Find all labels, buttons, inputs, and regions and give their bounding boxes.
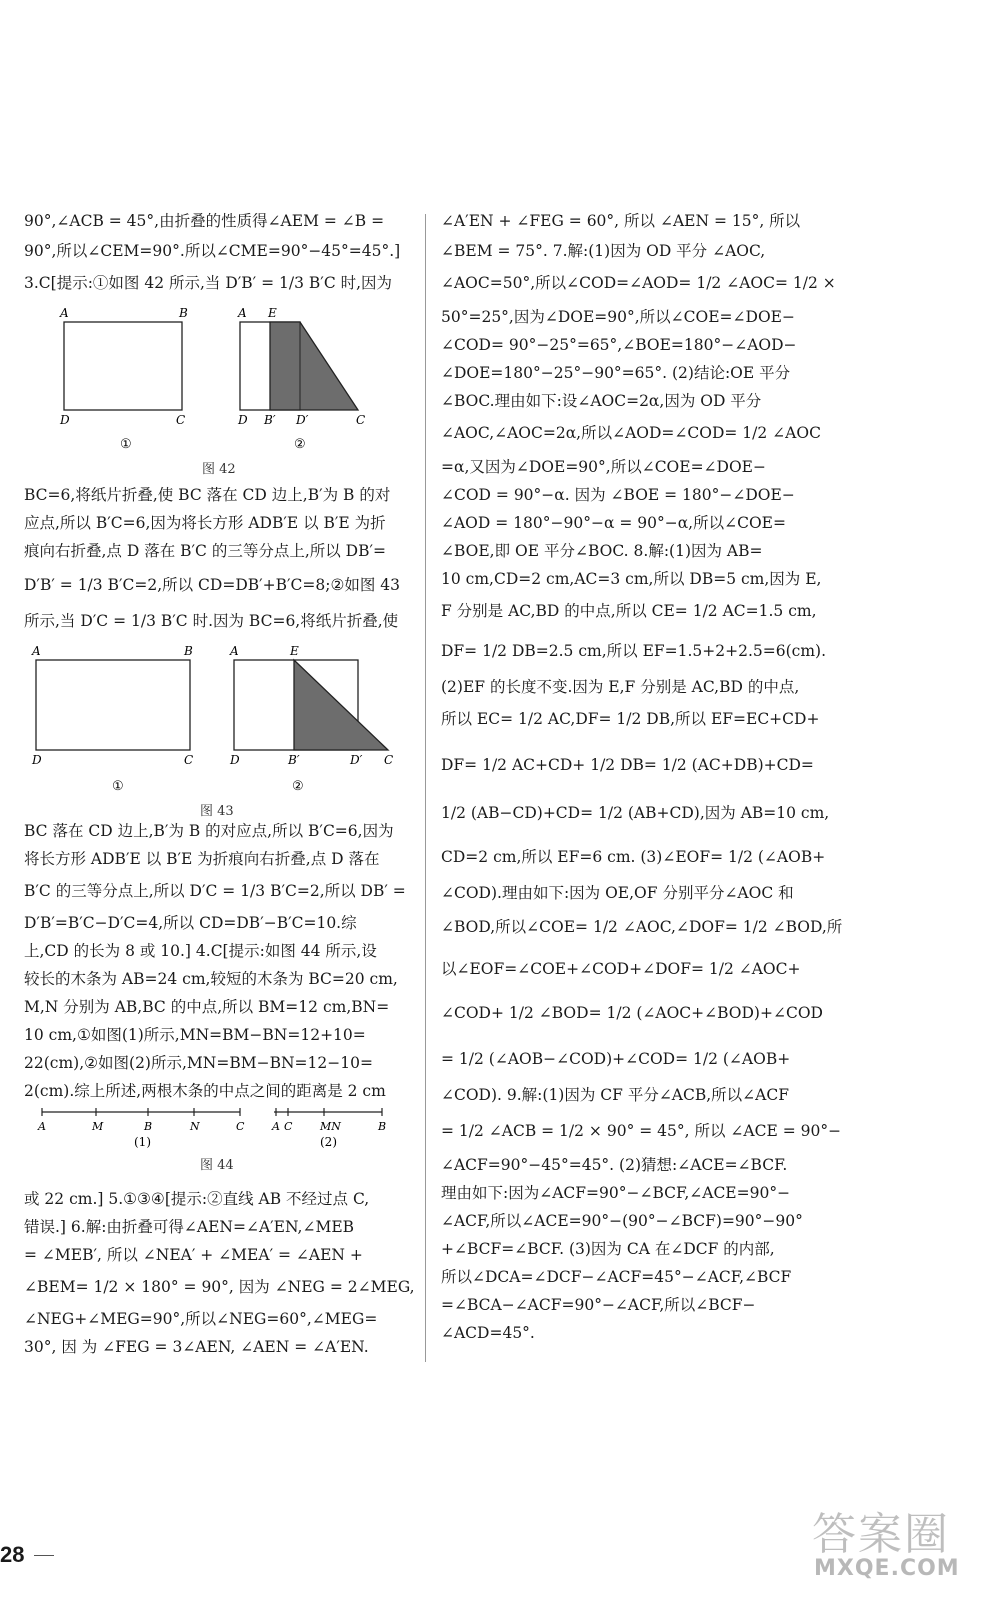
point-label: D xyxy=(238,413,248,427)
text-line: ∠ACF=90°−45°=45°. (2)猜想:∠ACE=∠BCF. xyxy=(441,1156,788,1174)
point-label: A xyxy=(272,1120,280,1133)
text-line: ∠BEM= 1/2 × 180° = 90°, 因为 ∠NEG = 2∠MEG, xyxy=(24,1278,415,1296)
column-divider xyxy=(425,214,426,1362)
figure-caption: 图 43 xyxy=(200,804,234,819)
point-label: B′ xyxy=(264,413,276,427)
shaded-triangle xyxy=(294,660,388,750)
point-label: A xyxy=(60,306,69,320)
text-line: 3.C[提示:①如图 42 所示,当 D′B′ = 1/3 B′C 时,因为 xyxy=(24,274,393,292)
point-label: D′ xyxy=(296,413,309,427)
text-line: ∠AOC=50°,所以∠COD=∠AOD= 1/2 ∠AOC= 1/2 × xyxy=(441,274,836,292)
figure-44 xyxy=(24,1098,410,1178)
text-line: =∠BCA−∠ACF=90°−∠ACF,所以∠BCF− xyxy=(441,1296,756,1314)
text-line: ∠COD = 90°−α. 因为 ∠BOE = 180°−∠DOE− xyxy=(441,486,795,504)
text-line: = 1/2 (∠AOB−∠COD)+∠COD= 1/2 (∠AOB+ xyxy=(441,1050,791,1068)
text-line: 上,CD 的长为 8 或 10.] 4.C[提示:如图 44 所示,设 xyxy=(24,942,377,960)
text-line: 理由如下:因为∠ACF=90°−∠BCF,∠ACE=90°− xyxy=(441,1184,791,1202)
rectangle-abcd xyxy=(36,660,190,750)
point-label: B xyxy=(144,1120,153,1133)
point-label: B xyxy=(184,644,193,658)
text-line: ∠DOE=180°−25°−90°=65°. (2)结论:OE 平分 xyxy=(441,364,791,382)
watermark xyxy=(812,1498,982,1588)
figure-43-drawing xyxy=(24,640,410,826)
point-label: C xyxy=(384,753,394,767)
text-line: ∠BOC.理由如下:设∠AOC=2α,因为 OD 平分 xyxy=(441,392,762,410)
text-line: ∠BOE,即 OE 平分∠BOC. 8.解:(1)因为 AB= xyxy=(441,542,763,560)
text-line: 30°, 因 为 ∠FEG = 3∠AEN, ∠AEN = ∠A′EN. xyxy=(24,1338,369,1356)
text-line: ∠COD+ 1/2 ∠BOD= 1/2 (∠AOC+∠BOD)+∠COD xyxy=(441,1004,823,1022)
point-label: C xyxy=(356,413,366,427)
text-line: ∠BOD,所以∠COE= 1/2 ∠AOC,∠DOF= 1/2 ∠BOD,所 xyxy=(441,918,843,936)
point-label: B xyxy=(179,306,188,320)
text-line: ∠AOD = 180°−90°−α = 90°−α,所以∠COE= xyxy=(441,514,786,532)
text-line: B′C 的三等分点上,所以 D′C = 1/3 B′C=2,所以 DB′ = xyxy=(24,882,406,900)
text-line: CD=2 cm,所以 EF=6 cm. (3)∠EOF= 1/2 (∠AOB+ xyxy=(441,848,826,866)
text-line: ∠BEM = 75°. 7.解:(1)因为 OD 平分 ∠AOC, xyxy=(441,242,766,260)
text-line: ∠COD). 9.解:(1)因为 CF 平分∠ACB,所以∠ACF xyxy=(441,1086,789,1104)
figure-caption: 图 42 xyxy=(202,462,236,477)
figure-43 xyxy=(24,640,410,826)
page-number-dash xyxy=(34,1555,54,1556)
watermark-url: MXQE.COM xyxy=(814,1556,960,1581)
text-line: 90°,所以∠CEM=90°.所以∠CME=90°−45°=45°.] xyxy=(24,242,401,260)
subfigure-label: ② xyxy=(292,779,304,794)
point-label: D′ xyxy=(350,753,363,767)
text-line: = ∠MEB′, 所以 ∠NEA′ + ∠MEA′ = ∠AEN + xyxy=(24,1246,363,1264)
text-line: BC=6,将纸片折叠,使 BC 落在 CD 边上,B′为 B 的对 xyxy=(24,486,391,504)
point-label: D xyxy=(32,753,42,767)
point-label: N xyxy=(190,1120,200,1133)
text-line: 错误.] 6.解:由折叠可得∠AEN=∠A′EN,∠MEB xyxy=(24,1218,355,1236)
point-label: E xyxy=(268,306,277,320)
point-label: A xyxy=(38,1120,46,1133)
text-line: 或 22 cm.] 5.①③④[提示:②直线 AB 不经过点 C, xyxy=(24,1190,370,1208)
text-line: 10 cm,①如图(1)所示,MN=BM−BN=12+10= xyxy=(24,1026,366,1044)
text-line: ∠ACD=45°. xyxy=(441,1324,535,1342)
text-line: 22(cm),②如图(2)所示,MN=BM−BN=12−10= xyxy=(24,1054,373,1072)
text-line: ∠COD).理由如下:因为 OE,OF 分别平分∠AOC 和 xyxy=(441,884,794,902)
text-line: BC 落在 CD 边上,B′为 B 的对应点,所以 B′C=6,因为 xyxy=(24,822,394,840)
text-line: 以∠EOF=∠COE+∠COD+∠DOF= 1/2 ∠AOC+ xyxy=(441,960,801,978)
text-line: 将长方形 ADB′E 以 B′E 为折痕向右折叠,点 D 落在 xyxy=(24,850,380,868)
text-line: 1/2 (AB−CD)+CD= 1/2 (AB+CD),因为 AB=10 cm, xyxy=(441,804,830,822)
figure-42 xyxy=(24,304,410,484)
text-line: 较长的木条为 AB=24 cm,较短的木条为 BC=20 cm, xyxy=(24,970,398,988)
point-label: C xyxy=(236,1120,245,1133)
text-line: 90°,∠ACB = 45°,由折叠的性质得∠AEM = ∠B = xyxy=(24,212,385,230)
point-label: MN xyxy=(320,1120,341,1133)
text-line: =α,又因为∠DOE=90°,所以∠COE=∠DOE− xyxy=(441,458,766,476)
point-label: E xyxy=(290,644,299,658)
text-line: 应点,所以 B′C=6,因为将长方形 ADB′E 以 B′E 为折 xyxy=(24,514,386,532)
point-label: A xyxy=(32,644,41,658)
text-line: ∠AOC,∠AOC=2α,所以∠AOD=∠COD= 1/2 ∠AOC xyxy=(441,424,821,442)
figure-caption: 图 44 xyxy=(200,1158,234,1173)
text-line: 10 cm,CD=2 cm,AC=3 cm,所以 DB=5 cm,因为 E, xyxy=(441,570,822,588)
text-line: 痕向右折叠,点 D 落在 B′C 的三等分点上,所以 DB′= xyxy=(24,542,387,560)
text-line: ∠A′EN + ∠FEG = 60°, 所以 ∠AEN = 15°, 所以 xyxy=(441,212,801,230)
subfigure-label: (1) xyxy=(134,1135,151,1149)
text-line: DF= 1/2 DB=2.5 cm,所以 EF=1.5+2+2.5=6(cm). xyxy=(441,642,827,660)
point-label: D xyxy=(60,413,70,427)
text-line: 所以∠DCA=∠DCF−∠ACF=45°−∠ACF,∠BCF xyxy=(441,1268,792,1286)
point-label: A xyxy=(230,644,239,658)
subfigure-label: ① xyxy=(120,437,132,452)
rectangle-abcd xyxy=(64,322,182,410)
text-line: ∠NEG+∠MEG=90°,所以∠NEG=60°,∠MEG= xyxy=(24,1310,378,1328)
point-label: M xyxy=(92,1120,104,1133)
figure-42-drawing xyxy=(24,304,410,484)
point-label: C xyxy=(184,753,194,767)
text-line: 50°=25°,因为∠DOE=90°,所以∠COE=∠DOE− xyxy=(441,308,795,326)
text-line: D′B′=B′C−D′C=4,所以 CD=DB′−B′C=10.综 xyxy=(24,914,357,932)
text-line: = 1/2 ∠ACB = 1/2 × 90° = 45°, 所以 ∠ACE = 90°− xyxy=(441,1122,842,1140)
watermark-logo: 答案圈 xyxy=(812,1509,950,1560)
point-label: A xyxy=(238,306,247,320)
text-line: +∠BCF=∠BCF. (3)因为 CA 在∠DCF 的内部, xyxy=(441,1240,775,1258)
point-label: C xyxy=(176,413,186,427)
text-line: DF= 1/2 AC+CD+ 1/2 DB= 1/2 (AC+DB)+CD= xyxy=(441,756,814,774)
text-line: 所以 EC= 1/2 AC,DF= 1/2 DB,所以 EF=EC+CD+ xyxy=(441,710,820,728)
text-line: D′B′ = 1/3 B′C=2,所以 CD=DB′+B′C=8;②如图 43 xyxy=(24,576,401,594)
subfigure-label: ① xyxy=(112,779,124,794)
figure-44-drawing xyxy=(24,1098,410,1154)
text-line: ∠ACF,所以∠ACE=90°−(90°−∠BCF)=90°−90° xyxy=(441,1212,803,1230)
text-line: F 分别是 AC,BD 的中点,所以 CE= 1/2 AC=1.5 cm, xyxy=(441,602,817,620)
point-label: B′ xyxy=(288,753,300,767)
text-line: ∠COD= 90°−25°=65°,∠BOE=180°−∠AOD− xyxy=(441,336,797,354)
point-label: B xyxy=(378,1120,387,1133)
text-line: 2(cm).综上所述,两根木条的中点之间的距离是 2 cm xyxy=(24,1082,386,1100)
text-line: 所示,当 D′C = 1/3 B′C 时.因为 BC=6,将纸片折叠,使 xyxy=(24,612,399,630)
page-number: 28 xyxy=(0,1542,25,1567)
point-label: C xyxy=(284,1120,293,1133)
text-line: (2)EF 的长度不变.因为 E,F 分别是 AC,BD 的中点, xyxy=(441,678,800,696)
subfigure-label: (2) xyxy=(320,1135,337,1149)
subfigure-label: ② xyxy=(294,437,306,452)
text-line: M,N 分别为 AB,BC 的中点,所以 BM=12 cm,BN= xyxy=(24,998,390,1016)
shaded-triangle xyxy=(270,322,358,410)
point-label: D xyxy=(230,753,240,767)
